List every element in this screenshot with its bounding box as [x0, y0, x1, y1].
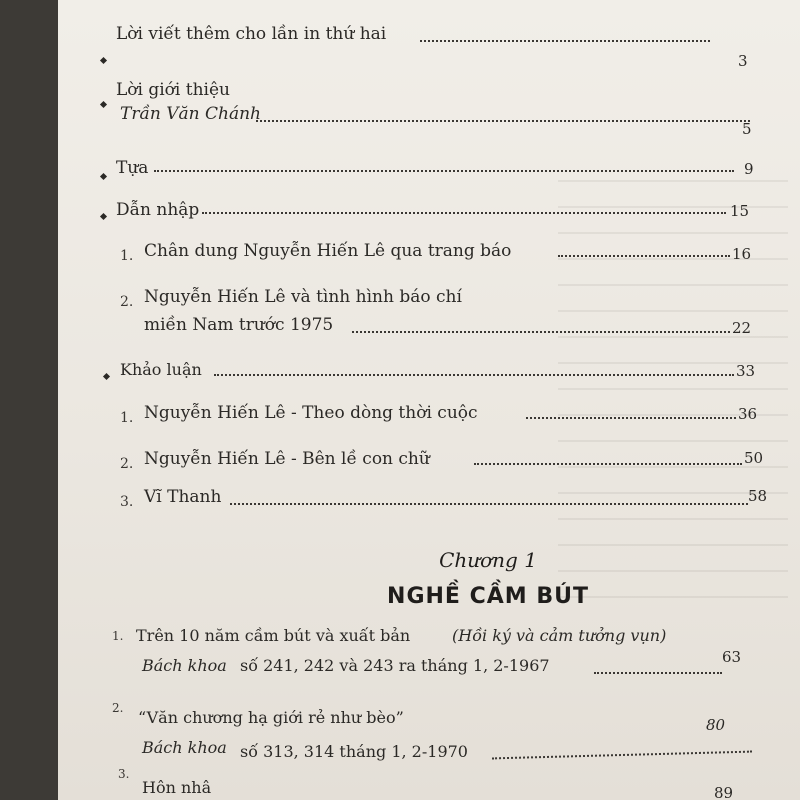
toc-entry-title: Dẫn nhập: [116, 200, 200, 220]
chapter-item: [118, 767, 758, 800]
toc-entry-number: 2.: [120, 456, 134, 472]
toc-entry-title: Chân dung Nguyễn Hiến Lê qua trang báo: [144, 241, 512, 261]
chapter-item-number: 3.: [118, 767, 130, 781]
toc-page-number: 33: [736, 362, 756, 380]
toc-page-number: 5: [742, 120, 752, 138]
toc-entry: [120, 241, 752, 267]
chapter-item-title: “Văn chương hạ giới rẻ như bèo”: [138, 708, 404, 727]
toc-page-number: 16: [732, 245, 752, 263]
toc-entry: [98, 200, 750, 226]
toc-entry: [98, 24, 748, 70]
toc-page-number: 58: [748, 487, 768, 505]
toc-entry-number: 1.: [120, 248, 134, 264]
chapter-item-detail: số 241, 242 và 243 ra tháng 1, 2-1967: [240, 656, 550, 675]
diamond-bullet-icon: [100, 57, 107, 64]
toc-page-number: 9: [744, 160, 754, 178]
toc-entry: [98, 158, 754, 184]
chapter-item-source: Bách khoa: [142, 656, 227, 675]
toc-entry-title: Nguyễn Hiến Lê và tình hình báo chí: [144, 287, 462, 307]
diamond-bullet-icon: [103, 373, 110, 380]
book-page: [58, 0, 800, 800]
dot-leader: [558, 255, 730, 257]
toc-page-number: 50: [744, 449, 764, 467]
dot-leader: [594, 672, 722, 674]
toc-entry-title: Tựa: [116, 158, 149, 178]
chapter-item-note: (Hồi ký và cảm tưởng vụn): [452, 626, 667, 645]
toc-entry-title: Lời viết thêm cho lần in thứ hai: [116, 24, 387, 44]
dot-leader: [526, 417, 736, 419]
toc-entry: [120, 449, 764, 475]
dot-leader: [492, 751, 752, 760]
chapter-item: [112, 701, 752, 774]
chapter-name: NGHỀ CẦM BÚT: [387, 584, 589, 609]
chapter-title: Chương 1: [439, 548, 537, 572]
toc-page-number: 3: [738, 52, 748, 70]
chapter-item-number: 2.: [112, 701, 124, 715]
toc-page-number: 36: [738, 405, 758, 423]
toc-page-number: 15: [730, 202, 750, 220]
toc-entry-title: Lời giới thiệu: [116, 80, 230, 100]
dot-leader: [154, 170, 734, 172]
chapter-item: [112, 628, 752, 688]
chapter-page-number: 80: [706, 716, 726, 734]
toc-entry: [120, 487, 768, 513]
toc-page-number: 22: [732, 319, 752, 337]
chapter-item-source: Bách khoa: [142, 738, 227, 757]
dot-leader: [474, 463, 742, 465]
toc-entry-title: Nguyễn Hiến Lê - Theo dòng thời cuộc: [144, 403, 478, 423]
toc-entry-subtitle: miền Nam trước 1975: [144, 315, 334, 335]
toc-entry-author: Trần Văn Chánh: [120, 104, 261, 124]
diamond-bullet-icon: [100, 101, 107, 108]
chapter-page-number: 89: [714, 784, 734, 800]
chapter-page-number: 63: [722, 648, 742, 666]
toc-entry-title: Khảo luận: [120, 360, 202, 379]
chapter-item-number: 1.: [112, 629, 124, 643]
toc-entry: [98, 360, 756, 386]
toc-entry-title: Nguyễn Hiến Lê - Bên lề con chữ: [144, 449, 430, 469]
toc-entry-number: 1.: [120, 410, 134, 426]
dot-leader: [202, 212, 726, 214]
dot-leader: [420, 40, 710, 42]
chapter-item-title: Hôn nhâ: [142, 778, 212, 797]
diamond-bullet-icon: [100, 213, 107, 220]
diamond-bullet-icon: [100, 173, 107, 180]
dot-leader: [214, 374, 734, 376]
chapter-item-detail: số 313, 314 tháng 1, 2-1970: [240, 742, 468, 761]
toc-entry: [98, 80, 752, 142]
toc-entry: [120, 403, 758, 429]
toc-entry-number: 2.: [120, 294, 134, 310]
dot-leader: [230, 503, 748, 505]
toc-entry-title: Vĩ Thanh: [144, 487, 222, 507]
chapter-item-title: Trên 10 năm cầm bút và xuất bản: [136, 626, 411, 645]
toc-entry-number: 3.: [120, 494, 134, 510]
dot-leader: [256, 120, 750, 122]
toc-entry: [120, 287, 752, 341]
dot-leader: [352, 331, 730, 333]
